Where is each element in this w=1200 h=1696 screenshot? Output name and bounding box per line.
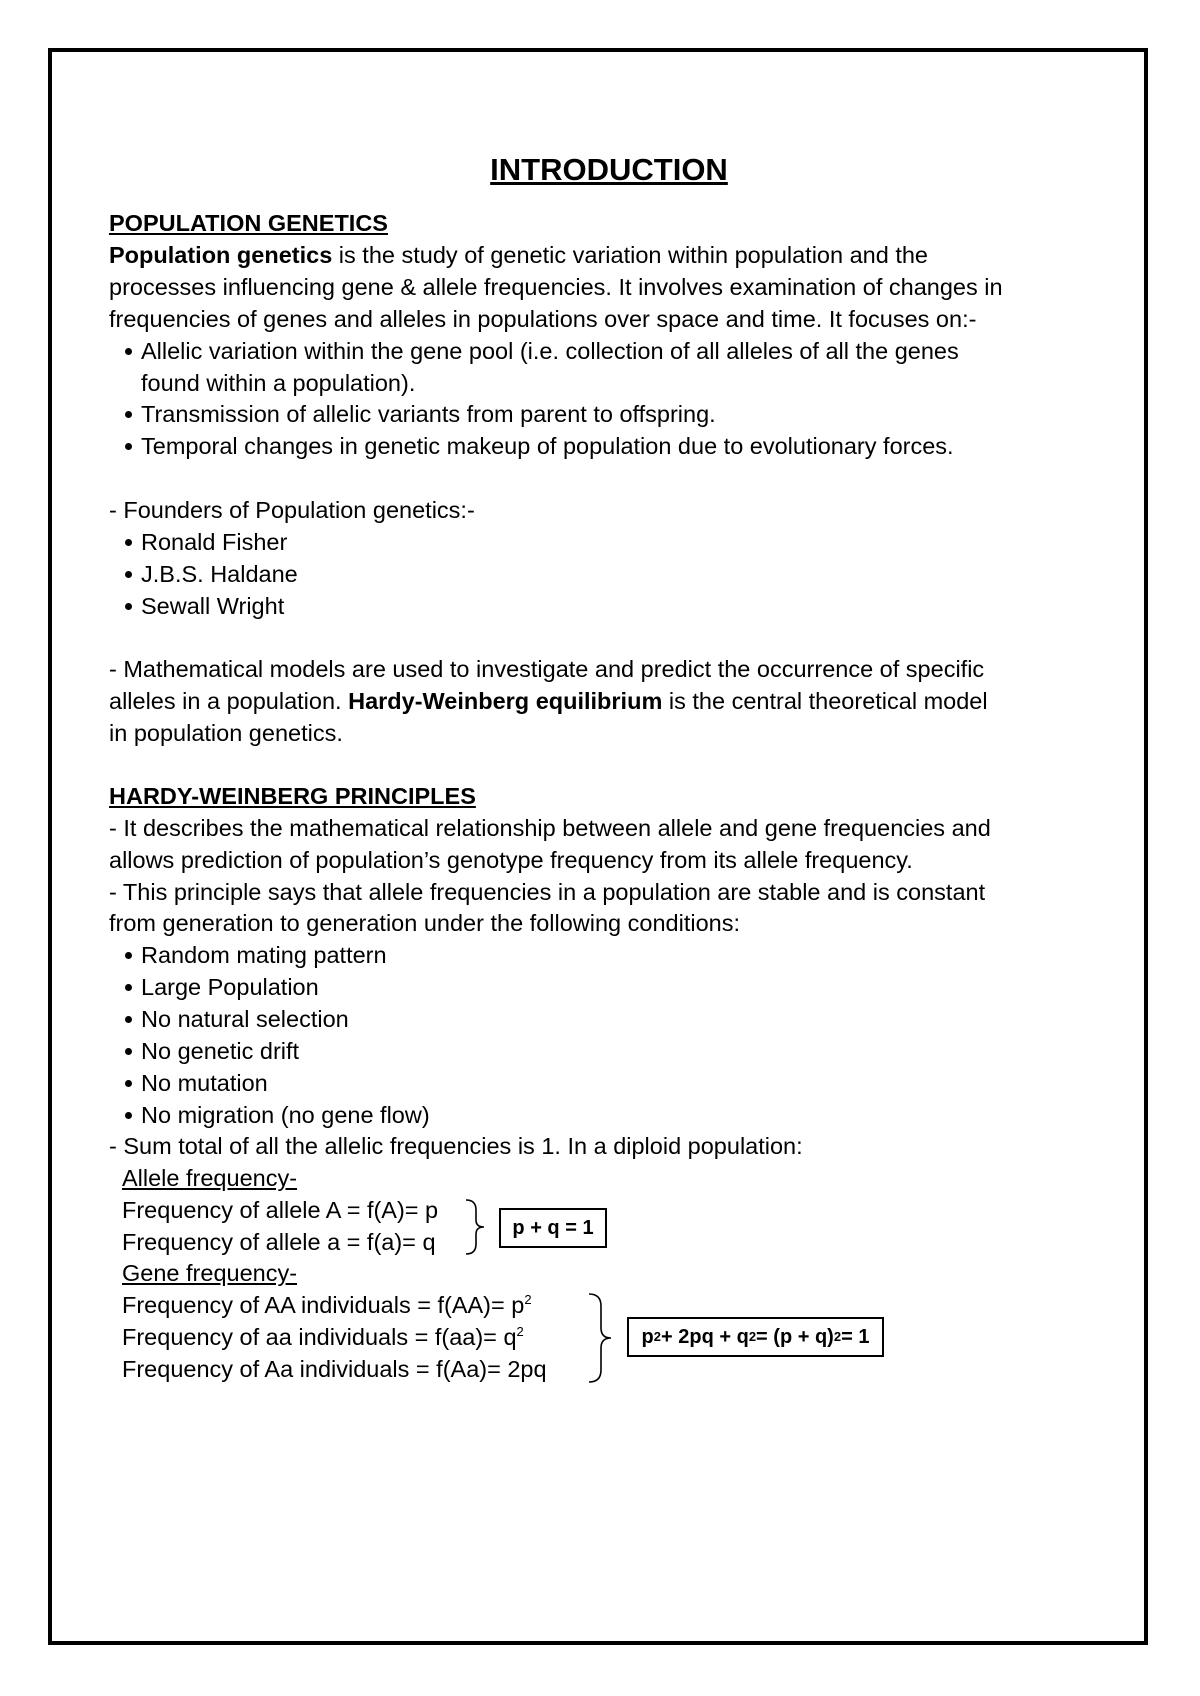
principle-line-2: allows prediction of population’s genotype frequency from its allele frequency. <box>109 847 913 873</box>
principle-line-1: - It describes the mathematical relationship between allele and gene frequencies and <box>109 815 991 841</box>
gene-Aa-line: Frequency of Aa individuals = f(Aa)= 2pq <box>122 1356 547 1382</box>
condition-item: No natural selection <box>141 1006 349 1032</box>
intro-bold-term: Population genetics <box>109 242 333 268</box>
focus-item-1a: Allelic variation within the gene pool (i.e. collection of all alleles of all the genes <box>141 338 959 364</box>
bullet-icon <box>125 1080 132 1087</box>
right-brace-icon <box>587 1290 621 1386</box>
formula-part: p <box>641 1325 654 1348</box>
bullet-icon <box>125 603 132 610</box>
bullet-icon <box>125 411 132 418</box>
condition-item: Large Population <box>141 974 319 1000</box>
focus-item-3: Temporal changes in genetic makeup of population due to evolutionary forces. <box>141 433 954 459</box>
models-line-2c: is the central theoretical model <box>662 688 988 714</box>
section-heading-hardy-weinberg: HARDY-WEINBERG PRINCIPLES <box>109 783 476 809</box>
models-line-2a: alleles in a population. <box>109 688 349 714</box>
bullet-icon <box>125 348 132 355</box>
bullet-icon <box>125 443 132 450</box>
superscript: 2 <box>524 1292 532 1307</box>
intro-line-3: frequencies of genes and alleles in populations over space and time. It focuses on:- <box>109 306 977 332</box>
intro-line-2: processes influencing gene & allele frequencies. It involves examination of changes in <box>109 274 1003 300</box>
hardy-weinberg-term: Hardy-Weinberg equilibrium <box>348 688 663 714</box>
allele-A-line: Frequency of allele A = f(A)= p <box>122 1197 439 1223</box>
founder-item: Ronald Fisher <box>141 529 288 555</box>
bullet-icon <box>125 571 132 578</box>
condition-item: No migration (no gene flow) <box>141 1102 430 1128</box>
condition-item: No genetic drift <box>141 1038 300 1064</box>
models-line-3: in population genetics. <box>109 720 343 746</box>
gene-AA-line <box>122 1288 532 1322</box>
superscript: 2 <box>516 1324 524 1339</box>
gene-AA-text: Frequency of AA individuals = f(AA)= p <box>122 1292 525 1318</box>
principle-line-3: - This principle says that allele frequencies in a population are stable and is constant <box>109 879 986 905</box>
gene-frequency-label: Gene frequency- <box>122 1260 298 1286</box>
bullet-icon <box>125 539 132 546</box>
bullet-icon <box>125 984 132 991</box>
formula-part: = 1 <box>841 1325 870 1348</box>
models-line-2 <box>109 684 988 718</box>
intro-line-1-rest: is the study of genetic variation within population and the <box>332 242 928 268</box>
focus-item-1b: found within a population). <box>141 370 416 396</box>
page-title: INTRODUCTION <box>490 152 728 187</box>
principle-line-4: from generation to generation under the following conditions: <box>109 910 740 936</box>
allele-sum-formula-box: p + q = 1 <box>499 1208 607 1248</box>
allele-a-line: Frequency of allele a = f(a)= q <box>122 1229 436 1255</box>
founder-item: Sewall Wright <box>141 593 285 619</box>
bullet-icon <box>125 952 132 959</box>
bullet-icon <box>125 1112 132 1119</box>
condition-item: No mutation <box>141 1070 268 1096</box>
bullet-icon <box>125 1016 132 1023</box>
models-line-1: - Mathematical models are used to investigate and predict the occurrence of specific <box>109 656 985 682</box>
section-heading-population-genetics: POPULATION GENETICS <box>109 210 388 236</box>
intro-line-1 <box>109 238 928 272</box>
formula-part: + 2pq + q <box>661 1325 749 1348</box>
gene-aa-line <box>122 1320 524 1354</box>
formula-part: = (p + q) <box>756 1325 834 1348</box>
bullet-icon <box>125 1048 132 1055</box>
founders-label: - Founders of Population genetics:- <box>109 497 475 523</box>
allele-frequency-label: Allele frequency- <box>122 1165 298 1191</box>
right-brace-icon <box>464 1196 494 1258</box>
gene-aa-text: Frequency of aa individuals = f(aa)= q <box>122 1324 517 1350</box>
founder-item: J.B.S. Haldane <box>141 561 298 587</box>
focus-item-2: Transmission of allelic variants from parent to offspring. <box>141 401 716 427</box>
gene-sum-formula-box: p 2 + 2pq + q 2 = (p + q) 2 = 1 <box>627 1317 884 1357</box>
condition-item: Random mating pattern <box>141 942 387 968</box>
sum-total-line: - Sum total of all the allelic frequencies is 1. In a diploid population: <box>109 1133 803 1159</box>
